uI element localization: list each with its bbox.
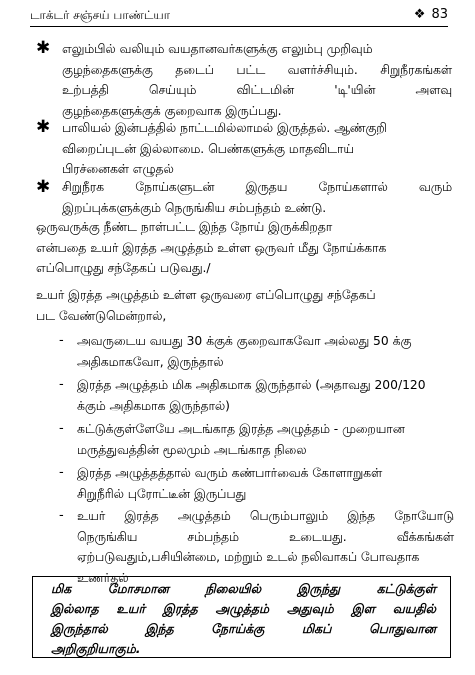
dash-bullet-icon: - bbox=[59, 465, 64, 480]
text-line: இரத்த அழுத்தத்தால் வரும் கண்பார்வைக் கோளாறுகள் bbox=[77, 466, 383, 480]
boxed-note bbox=[32, 576, 451, 658]
text-line: எலும்பில் வலியும் வயதானவர்களுக்கு எலும்பு முறிவும் bbox=[62, 42, 373, 56]
dash-bullet-icon: - bbox=[59, 333, 64, 348]
diamond-ornament-icon: ❖ bbox=[413, 7, 426, 22]
text-line: சிறுநீரில் புரோட்டீன் இருப்பது bbox=[77, 486, 247, 501]
text-line: மருத்துவத்தின் மூலமும் அடங்காத நிலை bbox=[77, 442, 307, 457]
star-bullet-icon: ✱ bbox=[36, 38, 51, 58]
text-line: இல்லாத உயர் இரத்த அழுத்தம் அதுவும் இள வயதில் bbox=[51, 601, 436, 616]
text-line: அறிகுறியாகும். bbox=[51, 641, 141, 656]
paragraph bbox=[36, 285, 454, 326]
text-line: குழந்தைகளுக்கு தடைப் பட்ட வளர்ச்சியும். சிறுநீரகங்கள் bbox=[62, 62, 452, 77]
text-line: சிறுநீரக நோய்களுடன் இருதய நோய்களால் வரும் bbox=[62, 180, 452, 194]
page-number-block bbox=[414, 7, 448, 22]
dash-list-item bbox=[77, 463, 454, 504]
text-line: பிரச்னைகள் எழுதல் bbox=[62, 162, 174, 176]
text-line: ஏற்படுவதும்,பசியின்மை, மற்றும் உடல் நலிவாகப் போவதாக bbox=[77, 550, 420, 564]
text-line: பாலியல் இன்பத்தில் நாட்டமில்லாமல் இருத்தல். ஆண்குறி bbox=[62, 121, 387, 135]
star-bullet-icon: ✱ bbox=[36, 117, 51, 137]
boxed-note-text bbox=[51, 579, 436, 659]
text-line: நெருங்கிய சம்பந்தம் உடையது. வீக்கங்கள் bbox=[77, 529, 454, 544]
dash-bullet-icon: - bbox=[59, 421, 64, 436]
running-title: டாக்டர் சஞ்சய் பாண்ட்யா bbox=[30, 8, 170, 22]
bullet-item bbox=[62, 118, 452, 180]
text-line: கட்டுக்குள்ளேயே அடங்காத இரத்த அழுத்தம் - முறையான bbox=[77, 422, 405, 436]
page-number: 83 bbox=[431, 7, 448, 22]
bullet-item bbox=[62, 177, 452, 218]
star-bullet-icon: ✱ bbox=[36, 177, 51, 197]
text-line: உயர் இரத்த அழுத்தம் உள்ள ஒருவரை எப்பொழுது சந்தேகப் bbox=[36, 288, 376, 302]
text-line: உணர்தல் bbox=[77, 570, 129, 585]
text-line: எப்பொழுது சந்தேகப் படுவது./ bbox=[36, 261, 211, 275]
text-line: இறப்புக்களுக்கும் நெருங்கிய சம்பந்தம் உண்டு. bbox=[62, 200, 327, 215]
dash-list-item bbox=[77, 331, 454, 372]
dash-list-item bbox=[77, 375, 454, 416]
text-line: ஒருவருக்கு நீண்ட நாள்பட்ட இந்த நோய் இருக்கிறதா bbox=[36, 220, 333, 234]
text-line: பட வேண்டுமென்றால், bbox=[36, 308, 167, 323]
text-line: என்பதை உயர் இரத்த அழுத்தம் உள்ள ஒருவர் மீது நோய்க்காக bbox=[36, 240, 387, 255]
text-line: க்கும் அதிகமாக இருந்தால்) bbox=[77, 398, 230, 413]
text-line: உயர் இரத்த அழுத்தம் பெரும்பாலும் இந்த நோயோடு bbox=[77, 509, 454, 523]
text-line: குழந்தைகளுக்குக் குறைவாக இருப்பது. bbox=[62, 103, 282, 118]
dash-bullet-icon: - bbox=[59, 508, 64, 523]
bullet-item bbox=[62, 39, 452, 121]
text-line: இரத்த அழுத்தம் மிக அதிகமாக இருந்தால் (அதாவது 200/120 bbox=[77, 378, 426, 392]
text-line: இருந்தால் இந்த நோய்க்கு மிகப் பொதுவான bbox=[51, 621, 436, 636]
page-header bbox=[30, 6, 448, 27]
text-line: மிக மோசமான நிலையில் இருந்து கட்டுக்குள் bbox=[51, 581, 436, 596]
text-line: உற்பத்தி செய்யும் விட்டமின் 'டி'யின் அளவு bbox=[62, 83, 452, 97]
dash-list-item bbox=[77, 419, 454, 460]
text-line: விறைப்புடன் இல்லாமை. பெண்களுக்கு மாதவிடாய் bbox=[62, 141, 354, 156]
paragraph bbox=[36, 217, 454, 279]
text-line: அவருடைய வயது 30 க்குக் குறைவாகவோ அல்லது 50 க்கு bbox=[77, 334, 412, 348]
dash-bullet-icon: - bbox=[59, 377, 64, 392]
text-line: அதிகமாகவோ, இருந்தால் bbox=[77, 354, 224, 369]
